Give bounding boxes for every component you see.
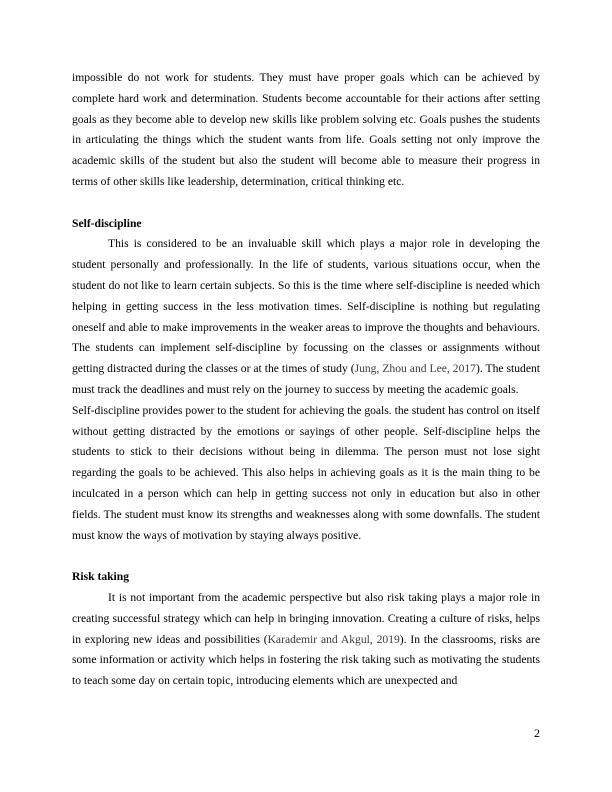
paragraph-text: ). In the classrooms, risks are some information or activity which helps in fostering the risk taking such as motivating the students to teach some day on certain topic, introducing elements which are unexpected and (72, 632, 540, 688)
section-heading-self-discipline: Self-discipline (72, 216, 142, 230)
paragraph-text: It is not important from the academic perspective but also risk taking plays a major role in creating successful strategy which can help in bringing innovation. Creating a culture of risks, helps in exploring new ideas and possibilities ( (72, 590, 540, 646)
citation: Karademir and Akgul, 2019 (267, 632, 400, 646)
page-number: 2 (534, 726, 540, 740)
self-discipline-paragraph-1 (72, 234, 540, 400)
paragraph-spacer (72, 546, 540, 567)
paragraph-text: ). The student must track the deadlines and must rely on the journey to success by meeting the academic goals. (72, 362, 540, 396)
page-body (72, 68, 540, 692)
intro-paragraph: impossible do not work for students. They must have proper goals which can be achieved by complete hard work and determination. Students become accountable for their actions after setting goals as they become able to develop new skills like problem solving etc. Goals pushes the students in articulating the things which the student wants from life. Goals setting not only improve the academic skills of the student but also the student will become able to measure their progress in terms of other skills like leadership, determination, critical thinking etc. (72, 71, 540, 188)
paragraph-spacer (72, 193, 540, 214)
citation: Jung, Zhou and Lee, 2017 (354, 362, 476, 376)
self-discipline-paragraph-2: Self-discipline provides power to the student for achieving the goals. the student has control on itself without getting distracted by the emotions or sayings of other people. Self-discipline helps the students to stick to their decisions without being in dilemma. The person must not lose sight regarding the goals to be achieved. This also helps in achieving goals as it is the main thing to be inculcated in a person which can help in getting success not only in education but also in other fields. The student must know its strengths and weaknesses along with some downfalls. The student must know the ways of motivation by staying always positive. (72, 403, 540, 542)
section-heading-risk-taking: Risk taking (72, 570, 130, 584)
paragraph-text: This is considered to be an invaluable skill which plays a major role in developing the student personally and professionally. In the life of students, various situations occur, when the student do not like to learn certain subjects. So this is the time where self-discipline is needed which helping in getting success in the less motivation times. Self-discipline is nothing but regulating oneself and able to make improvements in the weaker areas to improve the thoughts and behaviours. The students can implement self-discipline by focussing on the classes or assignments without getting distracted during the classes or at the times of study ( (72, 237, 540, 376)
risk-taking-paragraph-1 (72, 588, 540, 692)
